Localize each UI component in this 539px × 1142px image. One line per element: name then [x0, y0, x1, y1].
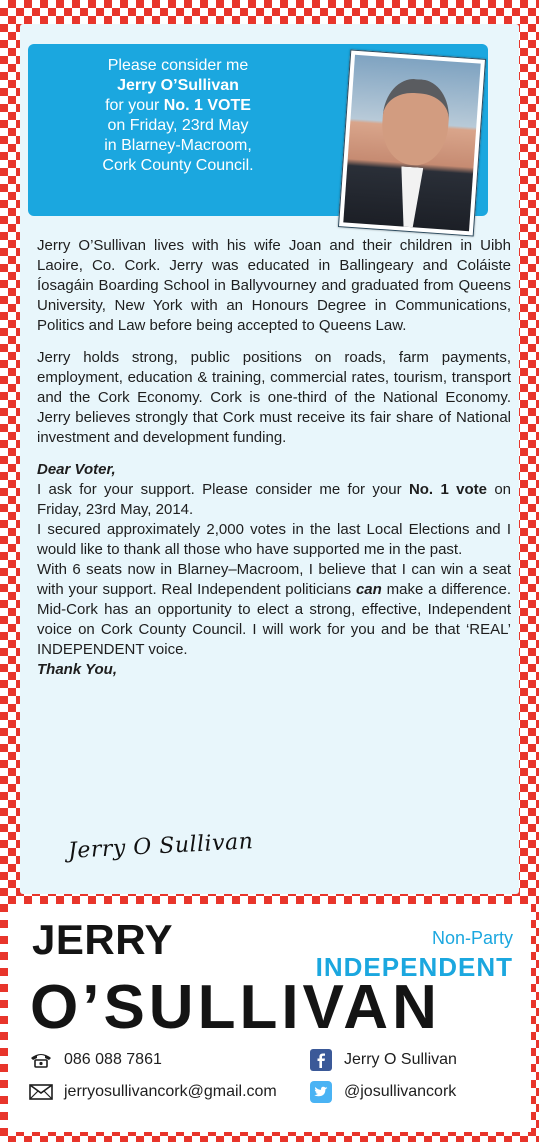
letter-line1-text: I ask for your support. Please consider me for your: [37, 481, 402, 498]
banner-line3-prefix: for your: [105, 97, 160, 114]
photo-shirt: [397, 166, 423, 229]
footer-first-name: JERRY: [32, 916, 173, 963]
letter-salutation: Dear Voter,: [37, 461, 116, 478]
letter-can-emphasis: can: [355, 581, 382, 598]
letter-line1-rest: on Friday, 23rd May, 2014.: [37, 481, 512, 518]
twitter-icon: [308, 1082, 334, 1102]
contact-email[interactable]: [28, 1082, 277, 1102]
voter-letter: [37, 460, 511, 680]
contact-phone[interactable]: [28, 1050, 162, 1070]
banner-line5: in Blarney-Macroom,: [104, 137, 252, 154]
email-icon: [28, 1082, 54, 1102]
footer-last-name: O’SULLIVAN: [30, 973, 441, 1042]
letter-line3-b: make a difference. Mid-Cork has an opportunity to elect a strong, effective, Independent voice on Cork County Council. I will work for you and be that ‘REAL’ INDEPENDENT voice.: [37, 581, 511, 658]
vote-banner: [28, 44, 488, 216]
letter-line3-a: With 6 seats now in Blarney–Macroom, I believe that I can win a seat with your support. Real Independent politicians: [37, 561, 511, 598]
banner-text: [28, 56, 328, 176]
phone-number: 086 088 7861: [64, 1051, 162, 1068]
positions-paragraph: Jerry holds strong, public positions on roads, farm payments, employment, education & training, commercial rates, tourism, transport and the Cork Economy. Cork is one-third of the National Economy. Jerry believes strongly that Cork must receive its fair share of National investment and development funding.: [37, 349, 511, 446]
letter-line1: [37, 480, 511, 520]
letter-vote-bold: No. 1 vote: [408, 481, 487, 498]
signature: Jerry O Sullivan: [67, 829, 254, 864]
letter-closing: Thank You,: [37, 661, 118, 678]
facebook-name: Jerry O Sullivan: [344, 1051, 457, 1068]
letter-line2: I secured approximately 2,000 votes in the last Local Elections and I would like to thank all those who have supported me in the past.: [37, 521, 511, 558]
banner-line1: Please consider me: [107, 57, 249, 74]
footer-panel: [8, 904, 531, 1132]
letter-line3: [37, 560, 511, 660]
banner-line6: Cork County Council.: [102, 157, 254, 174]
nonparty-label: Non-Party: [431, 928, 513, 948]
content-panel: [20, 24, 519, 894]
contact-twitter[interactable]: [308, 1082, 456, 1102]
photo-head: [380, 77, 452, 167]
bio-paragraph: Jerry O’Sullivan lives with his wife Joan and their children in Uibh Laoire, Co. Cork. Jerry was educated in Ballingeary and Coláiste Íosagáin Boarding School in Ballyvourney and graduated from Queens University, New York with an Honours Degree in Communications, Politics and Law before being accepted to Queens Law.: [37, 237, 511, 334]
email-address: jerryosullivancork@gmail.com: [64, 1083, 277, 1100]
photo-image: [343, 55, 480, 231]
facebook-icon: [308, 1050, 334, 1070]
banner-line3: [28, 96, 328, 116]
body-text: [37, 236, 511, 680]
twitter-handle: @josullivancork: [344, 1083, 457, 1100]
candidate-photo: [338, 49, 486, 236]
banner-candidate-name: Jerry O’Sullivan: [117, 77, 239, 94]
independent-label: INDEPENDENT: [315, 952, 513, 982]
phone-icon: [28, 1050, 54, 1070]
banner-vote-label: No. 1 VOTE: [163, 97, 251, 114]
banner-line4: on Friday, 23rd May: [107, 117, 249, 134]
contact-facebook[interactable]: [308, 1050, 457, 1070]
